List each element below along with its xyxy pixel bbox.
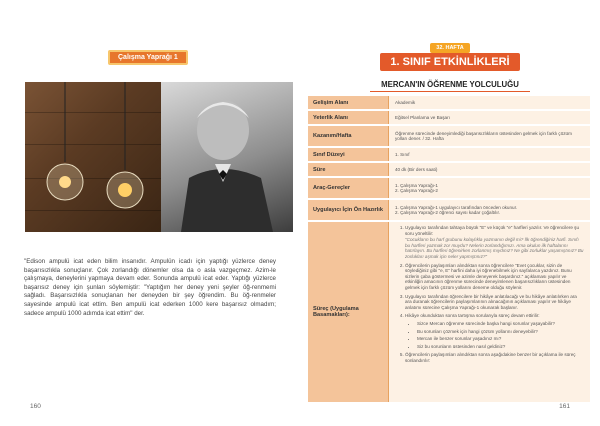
step-2: 2. Öğrencilerin paylaşımları alındıktan sonra öğrencilere "Evet çocuklar, sizin de söylediğiniz gibi "e, E" harfini daha iyi öğrenebilmek için sayfalarca yazdınız. Bunu sizlerin çaba göstermesi ve azimle deneyerek başardınız." açıklaması yapılır ve etkinliğin amacının öğrenme sürecinde deneyimlenen başarısızlıkların üstesinden gelmek için farklı çözüm yollarını deneme olduğu söylenir.	[405, 263, 584, 291]
row-value: Akademik	[388, 96, 590, 109]
step-5: 5. Öğrencilerin paylaşımları alındıktan sonra aşağıdakine benzer bir açıklama ile süreç sonlandırılır:	[405, 352, 584, 363]
table-row	[308, 148, 590, 161]
edison-quote: "Edison ampulü icat eden bilim insanıdır. Ampulün icadı için yaptığı yüzlerce deney başarısızlıkla sonuçlanır. Çok zorlandığı dönemler olsa da o asla vazgeçmez. Azim-le çalışmaya, deneylerini yapmaya devam eder. Sonunda ampulü icat eder. Yaptığı yüzlerce başarısız deney için şunları söylemiştir: "Yaptığım her deney yeni şeyler öğ-renmemi sağladı. Başarısızlıkla sonuçlanan her deneyden bir şey öğrendim. Bu öğ-renmeler sayesinde ampulü icat ettim. Ben ampulü icat ederken 1000 kere başarısız olmadım; sadece ampulü 1000 adımda icat ettim" der.	[24, 258, 276, 317]
table-row	[308, 163, 590, 176]
row-value	[388, 178, 590, 198]
discussion-question: • Siz bu sorunların üstesinden nasıl geldiniz?	[417, 344, 584, 350]
row-label: Süreç (Uygulama Basamakları):	[308, 222, 388, 402]
table-row	[308, 111, 590, 124]
row-label: Yeterlik Alanı	[308, 111, 388, 124]
row-value: 40 dk (Bir ders saati)	[388, 163, 590, 176]
edison-portrait-photo	[161, 82, 293, 232]
row-label: Kazanım/Hafta	[308, 126, 388, 146]
list-item: 1. Çalışma Yaprağı-1 uygulayıcı tarafından önceden okunur.	[395, 205, 518, 210]
row-value: 1. Sınıf	[388, 148, 590, 161]
activity-table	[308, 96, 590, 404]
table-row	[308, 200, 590, 220]
discussion-question: • Sizce Mercan öğrenme sürecinde başka hangi sorunlar yaşayabilir?	[417, 321, 584, 327]
table-row	[308, 178, 590, 198]
activity-subtitle: MERCAN'IN ÖĞRENME YOLCULUĞU	[381, 80, 519, 89]
row-label: Araç-Gereçler	[308, 178, 388, 198]
week-badge: 32. HAFTA	[430, 43, 470, 53]
worksheet-label: Çalışma Yaprağı 1	[108, 50, 188, 65]
subtitle-divider	[370, 91, 530, 92]
list-item: 2. Çalışma Yaprağı-2	[395, 188, 438, 193]
row-label: Gelişim Alanı	[308, 96, 388, 109]
table-row	[308, 96, 590, 109]
page-title: 1. SINIF ETKİNLİKLERİ	[380, 53, 520, 71]
discussion-question: • Bu sorunları çözmek için hangi çözüm yollarını deneyebilir?	[417, 329, 584, 335]
light-bulbs-photo	[25, 82, 161, 232]
photo-row	[25, 82, 293, 232]
row-value: Eğitsel Planlama ve Başarı	[388, 111, 590, 124]
row-value	[388, 200, 590, 220]
right-page	[300, 0, 600, 426]
step-1: 1. Uygulayıcı tarafından tahtaya büyük "E" ve küçük "e" harfleri yazılır. Ve öğrencilere şu soru yöneltilir: "Cocukların bu harf grubunu kolaylıkla yazmanın değil mi? İlk öğrendiğiniz harfi. Sınıfı bu harfleri yazmak zor muydu? Nelerin zorlandığımızı. Ama okulun ilk haftalarını hatırlayın. Bu harfleri öğrenirken zorlanmış mıydınız? Ne gibi zorluklar yaşamıştınız? Bu zorlukları aşmak için neler yapmıştınız?"	[405, 225, 584, 260]
step-3: 3. Uygulayıcı tarafından öğrencilere bir hikâye anlatılacağı ve bu hikâye anlatılırken ara ara duranak öğrencilerin paylaşımlarının alınacağının açıklaması yapılır ve hikâye anlatımı sürecine Çalışma Yaprağı-1 okunarak başlanır.	[405, 294, 584, 311]
discussion-question: • Mercan ile benzer sorunlar yaşadınız mı?	[417, 336, 584, 342]
page-number-right: 161	[559, 403, 570, 410]
row-label: Uygulayıcı İçin Ön Hazırlık	[308, 200, 388, 220]
step-1-note: "Cocukların bu harf grubunu kolaylıkla yazmanın değil mi? İlk öğrendiğiniz harfi. Sınıfı bu harfleri yazmak zor muydu? Nelerin zorlandığımızı. Ama okulun ilk haftalarını hatırlayın. Bu harfleri öğrenirken zorlanmış mıydınız? Ne gibi zorluklar yaşamıştınız? Bu zorlukları aşmak için neler yapmıştınız?"	[405, 237, 584, 259]
step-4: 4. Hikâye okunduktan sonra tartışma sorularıyla süreç devam ettirilir: • Sizce Mercan öğrenme sürecinde başka hangi sorunlar yaşayabilir? • Bu sorunları çözmek için hangi çözüm yollarını deneyebilir? • Mercan ile benzer sorunlar yaşadınız mı? • Siz bu sorunların üstesinden nasıl geldiniz?	[405, 313, 584, 349]
row-label: Sınıf Düzeyi	[308, 148, 388, 161]
process-steps	[388, 222, 590, 402]
page-number-left: 160	[30, 403, 41, 410]
list-item: 1. Çalışma Yaprağı-1	[395, 183, 438, 188]
row-label: Süre	[308, 163, 388, 176]
row-value: Öğrenme sürecinde deneyimlediği başarısızlıkların üstesinden gelmek için farklı çözüm yolları dener. / 32. Hafta	[388, 126, 590, 146]
table-row	[308, 126, 590, 146]
list-item: 2. Çalışma Yaprağı-2 öğrenci sayısı kadar çoğaltılır.	[395, 210, 501, 215]
table-row-process	[308, 222, 590, 402]
